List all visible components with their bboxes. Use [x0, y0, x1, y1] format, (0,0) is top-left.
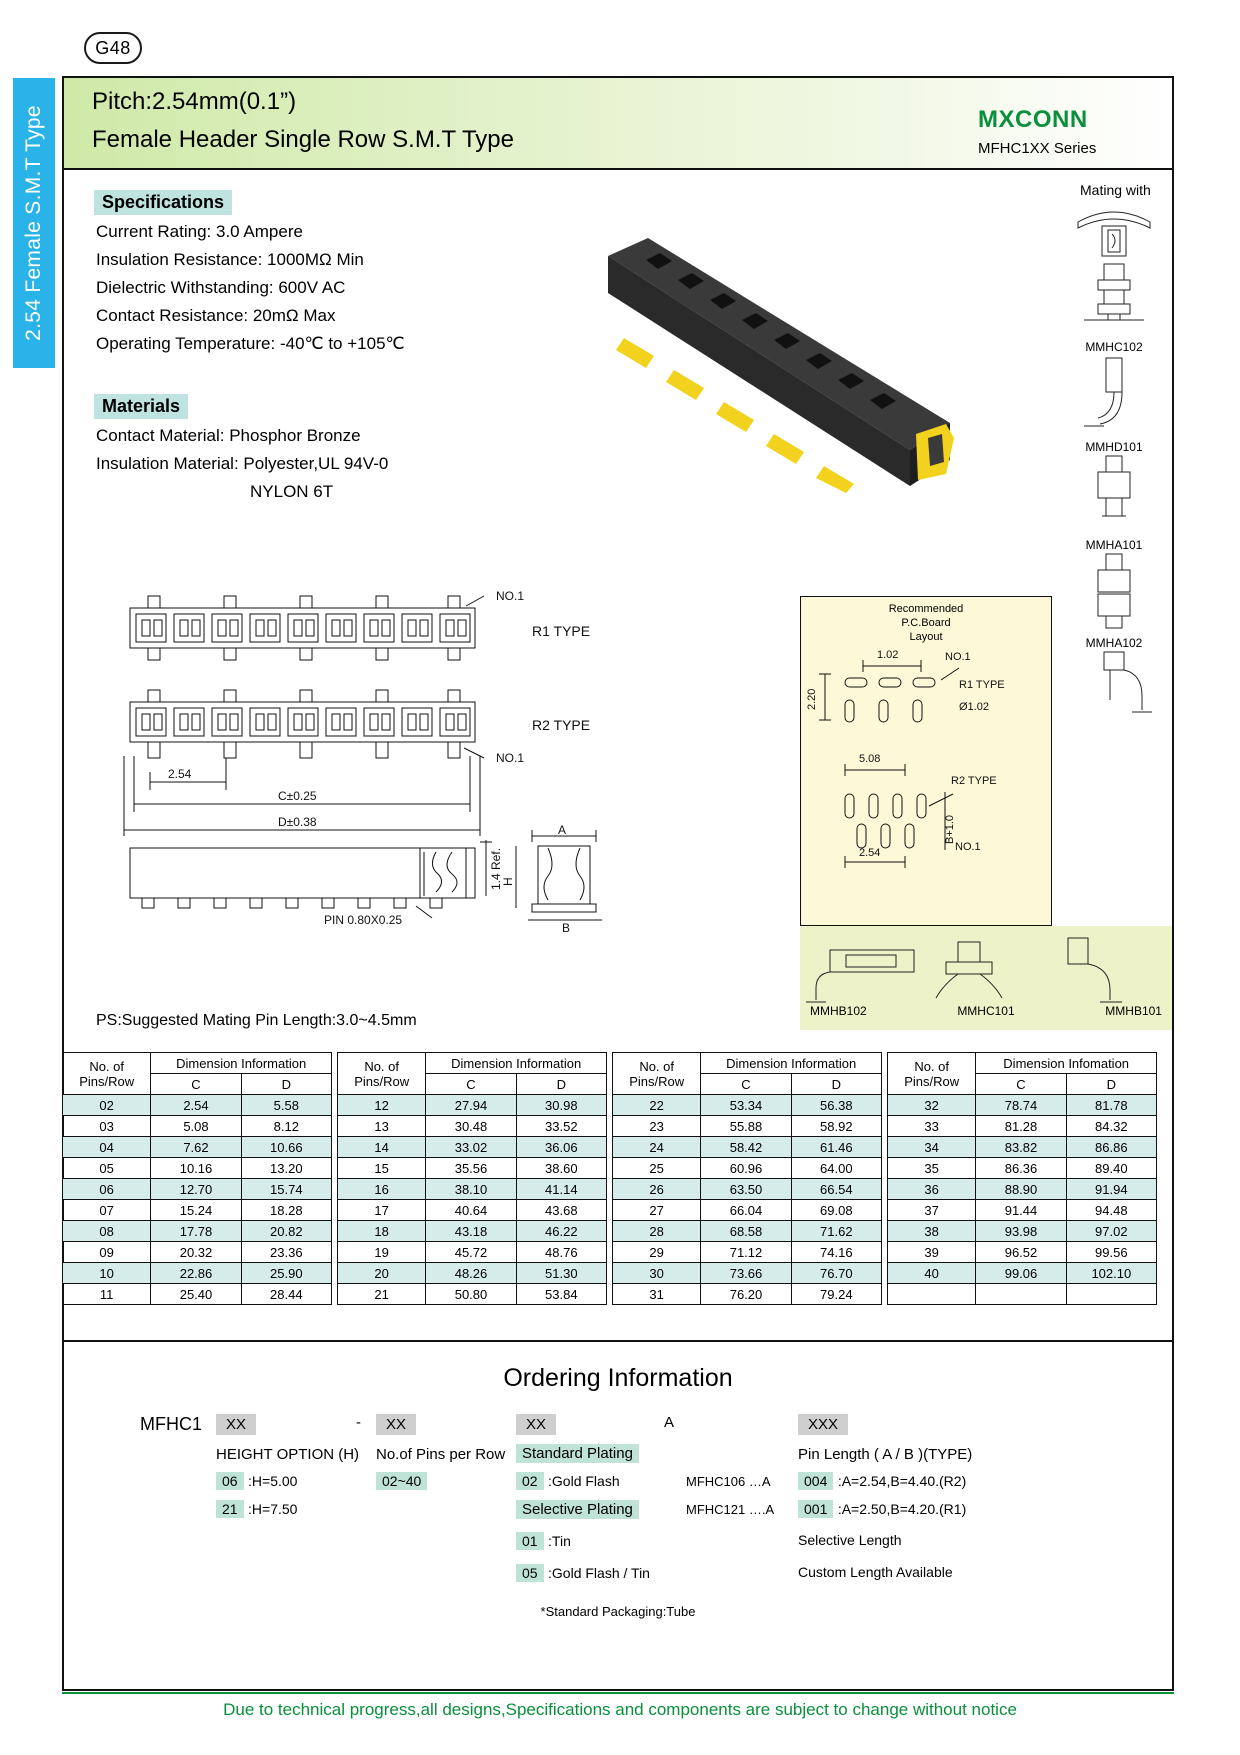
cell-d: 28.44 [241, 1284, 331, 1305]
mating-column [1058, 200, 1170, 722]
cell-d: 13.20 [241, 1158, 331, 1179]
cell-c: 45.72 [426, 1242, 516, 1263]
cell-pins: 14 [338, 1137, 426, 1158]
cell-d: 38.60 [516, 1158, 606, 1179]
cell-c: 81.28 [976, 1116, 1066, 1137]
ordering-col2-label: No.of Pins per Row [376, 1446, 506, 1463]
pcb-title-line3: Layout [909, 630, 943, 643]
ordering-col1-value-0: :H=5.00 [248, 1473, 298, 1489]
cell-d: 51.30 [516, 1263, 606, 1284]
col-header-d: D [516, 1074, 606, 1095]
cell-d: 43.68 [516, 1200, 606, 1221]
series-name: MFHC1XX Series [978, 140, 1097, 157]
svg-text:2.54: 2.54 [168, 767, 192, 781]
materials-heading: Materials [94, 394, 188, 419]
ordering-col5-extra-1: Custom Length Available [798, 1564, 953, 1580]
material-item-0: Contact Material: Phosphor Bronze [96, 426, 361, 445]
cell-d: 8.12 [241, 1116, 331, 1137]
pcb-layout-box [800, 596, 1052, 926]
table-row [613, 1137, 882, 1158]
ordering-col3-sel-code-0: 01 [516, 1532, 544, 1550]
cell-pins: 39 [888, 1242, 976, 1263]
svg-text:NO.1: NO.1 [496, 751, 525, 765]
cell-d: 94.48 [1066, 1200, 1156, 1221]
cell-pins: 37 [888, 1200, 976, 1221]
spec-item-4: Operating Temperature: -40℃ to +105℃ [96, 334, 405, 353]
table-row [63, 1179, 332, 1200]
svg-text:1.4 Ref.: 1.4 Ref. [489, 847, 503, 890]
mating-figure-5 [1058, 650, 1170, 722]
svg-text:PIN 0.80X0.25: PIN 0.80X0.25 [324, 913, 403, 927]
cell-pins: 38 [888, 1221, 976, 1242]
cell-pins: 40 [888, 1263, 976, 1284]
cell-pins: 13 [338, 1116, 426, 1137]
cell-c: 33.02 [426, 1137, 516, 1158]
cell-pins: 22 [613, 1095, 701, 1116]
cell-c: 43.18 [426, 1221, 516, 1242]
cell-d: 64.00 [791, 1158, 881, 1179]
cell-d: 76.70 [791, 1263, 881, 1284]
cell-c: 58.42 [701, 1137, 791, 1158]
cell-c: 35.56 [426, 1158, 516, 1179]
cell-pins: 18 [338, 1221, 426, 1242]
ordering-col3-sel-code-1: 05 [516, 1564, 544, 1582]
spec-item-2: Dielectric Withstanding: 600V AC [96, 278, 346, 297]
ordering-prefix: MFHC1 [140, 1414, 202, 1434]
cell-pins: 19 [338, 1242, 426, 1263]
cell-c: 78.74 [976, 1095, 1066, 1116]
mating-pin-length-note: PS:Suggested Mating Pin Length:3.0~4.5mm [96, 1012, 417, 1029]
cell-d: 53.84 [516, 1284, 606, 1305]
col-header-c: C [701, 1074, 791, 1095]
cell-pins: 06 [63, 1179, 151, 1200]
cell-c: 60.96 [701, 1158, 791, 1179]
table-row [338, 1179, 607, 1200]
col-header-pins: No. of Pins/Row [888, 1053, 976, 1095]
cell-pins: 20 [338, 1263, 426, 1284]
ordering-col3-sel-label: Selective Plating [516, 1500, 639, 1519]
cell-pins: 23 [613, 1116, 701, 1137]
cell-pins: 34 [888, 1137, 976, 1158]
svg-text:R1 TYPE: R1 TYPE [532, 623, 591, 639]
mating-bottom-label-1: MMHC101 [957, 1004, 1015, 1018]
cell-c: 66.04 [701, 1200, 791, 1221]
svg-text:2.20: 2.20 [806, 688, 818, 711]
cell-c: 12.70 [151, 1179, 241, 1200]
col-header-pins: No. of Pins/Row [613, 1053, 701, 1095]
cell-d: 71.62 [791, 1221, 881, 1242]
dimension-table-0 [62, 1052, 332, 1305]
cell-d: 36.06 [516, 1137, 606, 1158]
ordering-code-0: XX [216, 1414, 256, 1435]
table-row [888, 1221, 1157, 1242]
col-header-d: D [791, 1074, 881, 1095]
mating-label-0: MMHC102 [1085, 340, 1143, 354]
ordering-col1-label: HEIGHT OPTION (H) [216, 1446, 360, 1463]
svg-text:1.02: 1.02 [877, 649, 899, 662]
ordering-col1-code-1: 21 [216, 1500, 244, 1518]
table-row [63, 1137, 332, 1158]
mating-label-1: MMHD101 [1085, 440, 1143, 454]
cell-pins: 27 [613, 1200, 701, 1221]
svg-text:C±0.25: C±0.25 [278, 789, 317, 803]
ordering-dash: - [356, 1414, 361, 1431]
svg-text:NO.1: NO.1 [955, 841, 981, 854]
cell-c: 7.62 [151, 1137, 241, 1158]
cell-c: 68.58 [701, 1221, 791, 1242]
cell-d: 84.32 [1066, 1116, 1156, 1137]
cell-pins: 30 [613, 1263, 701, 1284]
cell-d: 15.74 [241, 1179, 331, 1200]
cell-pins: 35 [888, 1158, 976, 1179]
cell-d: 23.36 [241, 1242, 331, 1263]
table-row [338, 1137, 607, 1158]
ordering-col5-value-1: :A=2.50,B=4.20.(R1) [837, 1501, 967, 1517]
cell-d: 79.24 [791, 1284, 881, 1305]
cell-d: 89.40 [1066, 1158, 1156, 1179]
ordering-col5-code-0: 004 [798, 1472, 833, 1490]
page-number: G48 [95, 37, 131, 58]
cell-c: 27.94 [426, 1095, 516, 1116]
cell-pins: 04 [63, 1137, 151, 1158]
cell-d: 74.16 [791, 1242, 881, 1263]
cell-d: 10.66 [241, 1137, 331, 1158]
cell-d: 66.54 [791, 1179, 881, 1200]
ordering-col5-code-1: 001 [798, 1500, 833, 1518]
cell-pins: 09 [63, 1242, 151, 1263]
cell-d: 69.08 [791, 1200, 881, 1221]
table-row [613, 1284, 882, 1305]
ordering-code-2: XX [516, 1414, 556, 1435]
col-header-d: D [241, 1074, 331, 1095]
cell-c: 17.78 [151, 1221, 241, 1242]
cell-d: 99.56 [1066, 1242, 1156, 1263]
mating-figure-4 [1058, 552, 1170, 636]
ordering-col3-sel-value-0: :Tin [548, 1533, 571, 1549]
table-row [613, 1116, 882, 1137]
cell-pins: 05 [63, 1158, 151, 1179]
table-body-1 [338, 1095, 607, 1305]
ordering-information [64, 1340, 1172, 1632]
svg-text:NO.1: NO.1 [945, 651, 971, 664]
cell-c: 22.86 [151, 1263, 241, 1284]
side-tab-label: 2.54 Female S.M.T Type [22, 105, 46, 341]
cell-d: 97.02 [1066, 1221, 1156, 1242]
cell-d [1066, 1284, 1156, 1305]
cell-d: 56.38 [791, 1095, 881, 1116]
table-row [888, 1179, 1157, 1200]
svg-text:D±0.38: D±0.38 [278, 815, 317, 829]
col-header-pins: No. of Pins/Row [338, 1053, 426, 1095]
table-row [613, 1263, 882, 1284]
header-title-line2: Female Header Single Row S.M.T Type [92, 126, 514, 153]
cell-d: 33.52 [516, 1116, 606, 1137]
cell-pins: 10 [63, 1263, 151, 1284]
col-header-dim: Dimension Infomation [976, 1053, 1157, 1074]
table-row [613, 1242, 882, 1263]
cell-c: 93.98 [976, 1221, 1066, 1242]
cell-pins: 29 [613, 1242, 701, 1263]
spec-item-1: Insulation Resistance: 1000MΩ Min [96, 250, 364, 269]
table-row [338, 1158, 607, 1179]
cell-c: 2.54 [151, 1095, 241, 1116]
mating-bottom-box [800, 926, 1172, 1030]
ordering-col5-label: Pin Length ( A / B )(TYPE) [798, 1446, 973, 1463]
cell-c: 53.34 [701, 1095, 791, 1116]
cell-d: 25.90 [241, 1263, 331, 1284]
cell-d: 81.78 [1066, 1095, 1156, 1116]
svg-text:R1 TYPE: R1 TYPE [959, 679, 1005, 692]
cell-pins: 03 [63, 1116, 151, 1137]
cell-d: 102.10 [1066, 1263, 1156, 1284]
material-item-2: NYLON 6T [250, 482, 334, 501]
ordering-col5-value-0: :A=2.54,B=4.40.(R2) [837, 1473, 967, 1489]
cell-pins: 31 [613, 1284, 701, 1305]
col-header-dim: Dimension Information [151, 1053, 332, 1074]
cell-pins: 24 [613, 1137, 701, 1158]
ordering-col4-note-0: MFHC106 …A [686, 1474, 771, 1489]
col-header-dim: Dimension Information [426, 1053, 607, 1074]
cell-d: 91.94 [1066, 1179, 1156, 1200]
cell-d: 5.58 [241, 1095, 331, 1116]
ordering-col3-sel-value-1: :Gold Flash / Tin [548, 1565, 650, 1581]
ordering-code-3: A [664, 1414, 675, 1431]
table-body-2 [613, 1095, 882, 1305]
spec-item-3: Contact Resistance: 20mΩ Max [96, 306, 336, 325]
pcb-title-line2: P.C.Board [901, 616, 951, 629]
table-body-3 [888, 1095, 1157, 1305]
cell-c: 15.24 [151, 1200, 241, 1221]
cell-c: 38.10 [426, 1179, 516, 1200]
table-row [63, 1242, 332, 1263]
table-row [63, 1284, 332, 1305]
mating-heading: Mating with [1080, 182, 1151, 198]
cell-pins: 36 [888, 1179, 976, 1200]
ordering-col1-code-0: 06 [216, 1472, 244, 1490]
footer-notice: Due to technical progress,all designs,Specifications and components are subject to change without notice [223, 1700, 1017, 1719]
svg-text:B: B [562, 921, 571, 935]
mating-figure-1 [1058, 260, 1170, 340]
ordering-col3-std-value-0: :Gold Flash [548, 1473, 620, 1489]
table-row [888, 1242, 1157, 1263]
cell-c: 30.48 [426, 1116, 516, 1137]
brand-name: MXCONN [978, 106, 1088, 133]
cell-d: 61.46 [791, 1137, 881, 1158]
svg-text:5.08: 5.08 [859, 753, 881, 766]
product-photo [598, 238, 998, 493]
cell-c: 5.08 [151, 1116, 241, 1137]
cell-c: 10.16 [151, 1158, 241, 1179]
svg-text:A: A [558, 823, 567, 837]
table-row [338, 1221, 607, 1242]
cell-c [976, 1284, 1066, 1305]
table-body-0 [63, 1095, 332, 1305]
packaging-note: *Standard Packaging:Tube [540, 1604, 696, 1619]
col-header-dim: Dimension Information [701, 1053, 882, 1074]
cell-c: 96.52 [976, 1242, 1066, 1263]
table-row [888, 1095, 1157, 1116]
table-row [63, 1158, 332, 1179]
ordering-col4-note-1: MFHC121 ….A [686, 1502, 775, 1517]
mating-figure-0 [1058, 200, 1170, 260]
mating-bottom-label-0: MMHB102 [810, 1004, 867, 1018]
side-tab [13, 78, 55, 368]
table-row [63, 1200, 332, 1221]
mating-figure-3 [1058, 454, 1170, 538]
cell-d: 18.28 [241, 1200, 331, 1221]
col-header-pins: No. of Pins/Row [63, 1053, 151, 1095]
cell-pins: 33 [888, 1116, 976, 1137]
cell-pins: 28 [613, 1221, 701, 1242]
cell-d: 48.76 [516, 1242, 606, 1263]
specifications-heading: Specifications [94, 190, 232, 215]
ordering-col1-value-1: :H=7.50 [248, 1501, 298, 1517]
cell-c: 99.06 [976, 1263, 1066, 1284]
table-row [888, 1158, 1157, 1179]
ordering-code-1: XX [376, 1414, 416, 1435]
table-row [338, 1263, 607, 1284]
cell-c: 25.40 [151, 1284, 241, 1305]
col-header-c: C [976, 1074, 1066, 1095]
mating-bottom-label-2: MMHB101 [1105, 1004, 1162, 1018]
cell-pins: 25 [613, 1158, 701, 1179]
ordering-title: Ordering Information [503, 1364, 733, 1392]
table-row [63, 1221, 332, 1242]
table-row [613, 1158, 882, 1179]
cell-pins: 26 [613, 1179, 701, 1200]
table-row [338, 1284, 607, 1305]
svg-text:Ø1.02: Ø1.02 [959, 701, 989, 714]
cell-pins [888, 1284, 976, 1305]
cell-pins: 07 [63, 1200, 151, 1221]
material-item-1: Insulation Material: Polyester,UL 94V-0 [96, 454, 389, 473]
cell-c: 73.66 [701, 1263, 791, 1284]
table-row [63, 1116, 332, 1137]
engineering-drawings [92, 590, 752, 960]
col-header-c: C [426, 1074, 516, 1095]
svg-text:R2 TYPE: R2 TYPE [951, 775, 997, 788]
ordering-code-4: XXX [798, 1414, 848, 1435]
cell-pins: 08 [63, 1221, 151, 1242]
cell-c: 91.44 [976, 1200, 1066, 1221]
table-row [613, 1221, 882, 1242]
cell-c: 20.32 [151, 1242, 241, 1263]
svg-text:NO.1: NO.1 [496, 590, 525, 603]
cell-d: 20.82 [241, 1221, 331, 1242]
cell-c: 40.64 [426, 1200, 516, 1221]
ordering-col3-std-code-0: 02 [516, 1472, 544, 1490]
table-row [888, 1137, 1157, 1158]
cell-c: 88.90 [976, 1179, 1066, 1200]
cell-c: 63.50 [701, 1179, 791, 1200]
cell-c: 71.12 [701, 1242, 791, 1263]
cell-pins: 02 [63, 1095, 151, 1116]
cell-c: 55.88 [701, 1116, 791, 1137]
svg-text:H: H [501, 877, 515, 886]
mating-label-2: MMHA101 [1085, 538, 1143, 552]
cell-d: 58.92 [791, 1116, 881, 1137]
mating-label-3: MMHA102 [1085, 636, 1143, 650]
dimension-table-2 [612, 1052, 882, 1305]
cell-pins: 32 [888, 1095, 976, 1116]
table-row [338, 1200, 607, 1221]
svg-text:R2 TYPE: R2 TYPE [532, 717, 591, 733]
page-number-badge [84, 32, 142, 64]
header-title-line1: Pitch:2.54mm(0.1”) [92, 88, 297, 115]
cell-d: 86.86 [1066, 1137, 1156, 1158]
dimension-tables [62, 1052, 1159, 1305]
cell-d: 30.98 [516, 1095, 606, 1116]
cell-pins: 21 [338, 1284, 426, 1305]
table-row [888, 1116, 1157, 1137]
cell-c: 86.36 [976, 1158, 1066, 1179]
svg-text:2.54: 2.54 [859, 847, 881, 860]
footer-rule [62, 1692, 1174, 1694]
cell-d: 41.14 [516, 1179, 606, 1200]
spec-item-0: Current Rating: 3.0 Ampere [96, 222, 303, 241]
table-row [338, 1242, 607, 1263]
cell-pins: 15 [338, 1158, 426, 1179]
cell-c: 48.26 [426, 1263, 516, 1284]
cell-c: 83.82 [976, 1137, 1066, 1158]
cell-pins: 11 [63, 1284, 151, 1305]
cell-c: 76.20 [701, 1284, 791, 1305]
table-row [63, 1095, 332, 1116]
table-row [338, 1116, 607, 1137]
ordering-col5-extra-0: Selective Length [798, 1532, 902, 1548]
col-header-d: D [1066, 1074, 1156, 1095]
pcb-title-line1: Recommended [888, 603, 964, 615]
table-row [613, 1200, 882, 1221]
table-row [888, 1200, 1157, 1221]
svg-text:B+1.0: B+1.0 [944, 815, 956, 845]
table-row [613, 1179, 882, 1200]
table-row [63, 1263, 332, 1284]
col-header-c: C [151, 1074, 241, 1095]
table-row [888, 1263, 1157, 1284]
ordering-col3-std-label: Standard Plating [516, 1444, 639, 1463]
table-row [613, 1095, 882, 1116]
dimension-table-3 [887, 1052, 1157, 1305]
table-row [338, 1095, 607, 1116]
dimension-table-1 [337, 1052, 607, 1305]
cell-c: 50.80 [426, 1284, 516, 1305]
ordering-col2-code-0: 02~40 [376, 1472, 427, 1490]
mating-figure-2 [1058, 354, 1170, 440]
cell-pins: 17 [338, 1200, 426, 1221]
cell-d: 46.22 [516, 1221, 606, 1242]
table-row [888, 1284, 1157, 1305]
cell-pins: 16 [338, 1179, 426, 1200]
cell-pins: 12 [338, 1095, 426, 1116]
